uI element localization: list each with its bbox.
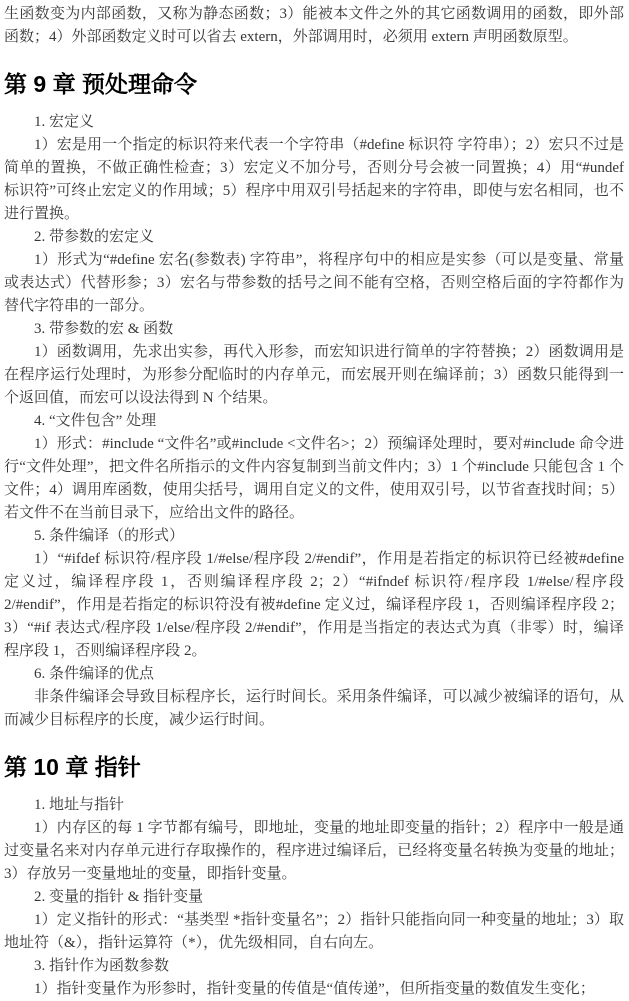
ch9-section-5-paragraph: 1）“#ifdef 标识符/程序段 1/#else/程序段 2/#endif”，作用是若指定的标识符已经被#define 定义过，编译程序段 1，否则编译程序段 2；2）“#ifndef 标识符/程序段 1/#else/程序段 2/#endif”，作用是若指定的标识符没有被#define 定义过，编译程序段 1，否则编译程序段 2；3）“#if 表达式/程序段 1/else/程序段 2/#endif”，作用是当指定的表达式为真（非零）时，编译程序段 1，否则编译程序段 2。 xyxy=(4,551,624,659)
ch10-section-2-paragraph: 1）定义指针的形式：“基类型 *指针变量名”；2）指针只能指向同一种变量的地址；3）取地址符（&），指针运算符（*），优先级相同，自右向左。 xyxy=(4,912,624,951)
ch10-section-1-paragraph: 1）内存区的每 1 字节都有编号，即地址，变量的地址即变量的指针；2）程序中一般是通过变量名来对内存单元进行存取操作的，程序进过编译后，已经将变量名转换为变量的地址；3）存放另一变量地址的变量，即指针变量。 xyxy=(4,820,624,882)
ch9-section-1-heading: 1. 宏定义 xyxy=(34,114,95,130)
ch10-section-3-heading: 3. 指针作为函数参数 xyxy=(34,958,170,974)
ch10-section-1-heading: 1. 地址与指针 xyxy=(34,797,125,813)
ch9-section-2-heading: 2. 带参数的宏定义 xyxy=(34,229,155,245)
chapter-9-title: 第 9 章 预处理命令 xyxy=(4,71,197,97)
ch9-section-4-heading: 4. “文件包含” 处理 xyxy=(34,413,157,429)
ch9-section-2-paragraph: 1）形式为“#define 宏名(参数表) 字符串”，将程序句中的相应是实参（可以是变量、常量或表达式）代替形参；3）宏名与带参数的括号之间不能有空格，否则空格后面的字符都作为替代字符串的一部分。 xyxy=(4,252,624,314)
ch10-section-2-heading: 2. 变量的指针 & 指针变量 xyxy=(34,889,204,905)
ch10-section-3-paragraph: 1）指针变量作为形参时，指针变量的传值是“值传递”，但所指变量的数值发生变化； xyxy=(34,981,595,997)
chapter-10-title: 第 10 章 指针 xyxy=(4,754,141,780)
ch9-section-6-paragraph: 非条件编译会导致目标程序长，运行时间长。采用条件编译，可以减少被编译的语句，从而减少目标程序的长度，减少运行时间。 xyxy=(4,689,624,728)
ch9-section-3-heading: 3. 带参数的宏 & 函数 xyxy=(34,321,174,337)
intro-continuation-paragraph: 生函数变为内部函数，又称为静态函数；3）能被本文件之外的其它函数调用的函数，即外部函数；4）外部函数定义时可以省去 extern，外部调用时，必须用 extern 声明函数原型。 xyxy=(4,6,624,45)
ch9-section-3-paragraph: 1）函数调用，先求出实参，再代入形参，而宏知识进行简单的字符替换；2）函数调用是在程序运行处理时，为形参分配临时的内存单元，而宏展开则在编译前；3）函数只能得到一个返回值，而宏可以设法得到 N 个结果。 xyxy=(4,344,624,406)
ch9-section-4-paragraph: 1）形式：#include “文件名”或#include <文件名>；2）预编译处理时，要对#include 命令进行“文件处理”，把文件名所指示的文件内容复制到当前文件内；3）1 个#include 只能包含 1 个文件；4）调用库函数，使用尖括号，调用自定义的文件，使用双引号，以节省查找时间；5）若文件不在当前目录下，应给出文件的路径。 xyxy=(4,436,624,521)
ch9-section-6-heading: 6. 条件编译的优点 xyxy=(34,666,155,682)
ch9-section-1-paragraph: 1）宏是用一个指定的标识符来代表一个字符串（#define 标识符 字符串）；2）宏只不过是简单的置换，不做正确性检查；3）宏定义不加分号，否则分号会被一同置换；4）用“#undef 标识符”可终止宏定义的作用域；5）程序中用双引号括起来的字符串，即使与宏名相同，也不进行置换。 xyxy=(4,137,624,222)
ch9-section-5-heading: 5. 条件编译（的形式） xyxy=(34,528,185,544)
